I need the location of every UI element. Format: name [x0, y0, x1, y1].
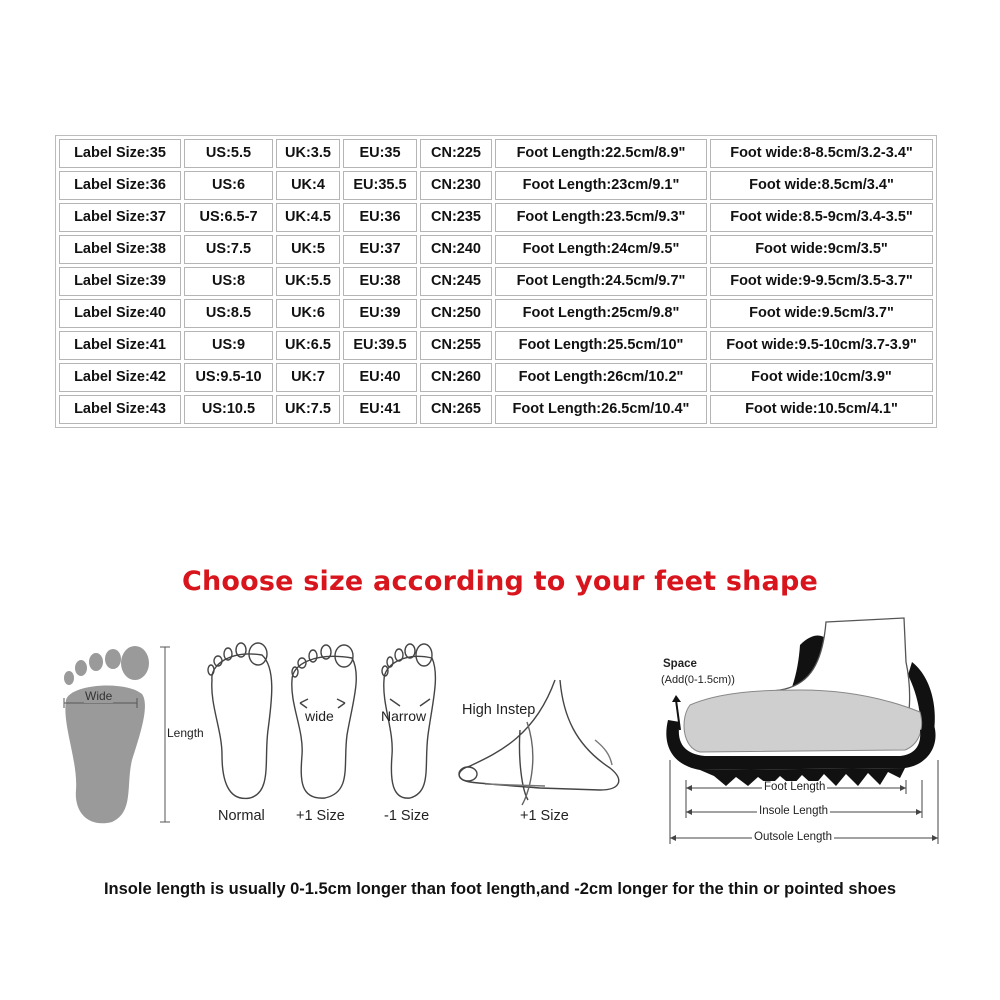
table-cell: UK:6.5 [276, 331, 340, 360]
footnote: Insole length is usually 0-1.5cm longer than foot length,and -2cm longer for the thin or pointed shoes [103, 880, 897, 898]
table-cell: EU:35.5 [343, 171, 417, 200]
table-cell: US:6.5-7 [184, 203, 273, 232]
table-cell: CN:245 [420, 267, 492, 296]
table-cell: US:8 [184, 267, 273, 296]
table-cell: CN:260 [420, 363, 492, 392]
table-cell: Label Size:38 [59, 235, 181, 264]
table-cell: CN:255 [420, 331, 492, 360]
insole-length-label: Insole Length [759, 805, 829, 817]
minus-one-size-label: -1 Size [384, 808, 430, 824]
table-cell: Foot Length:26cm/10.2" [495, 363, 707, 392]
table-cell: EU:41 [343, 395, 417, 424]
table-cell: Label Size:42 [59, 363, 181, 392]
space-add-label: (Add(0-1.5cm)) [661, 674, 735, 686]
table-cell: Foot wide:9.5cm/3.7" [710, 299, 933, 328]
table-cell: CN:265 [420, 395, 492, 424]
plus-one-size-label: +1 Size [296, 808, 345, 824]
table-cell: Foot Length:26.5cm/10.4" [495, 395, 707, 424]
table-cell: Foot wide:8.5cm/3.4" [710, 171, 933, 200]
table-cell: Label Size:41 [59, 331, 181, 360]
shoe-cross-section-diagram [666, 618, 935, 786]
table-cell: Foot wide:8.5-9cm/3.4-3.5" [710, 203, 933, 232]
foot-length-label: Foot Length [764, 781, 826, 793]
table-cell: UK:5 [276, 235, 340, 264]
table-cell: EU:38 [343, 267, 417, 296]
length-label: Length [167, 726, 204, 740]
table-cell: US:9.5-10 [184, 363, 273, 392]
table-cell: UK:3.5 [276, 139, 340, 168]
high-instep-foot-icon [459, 680, 619, 805]
instep-size-label: +1 Size [520, 808, 569, 824]
table-cell: US:10.5 [184, 395, 273, 424]
table-cell: UK:5.5 [276, 267, 340, 296]
table-cell: Foot Length:23.5cm/9.3" [495, 203, 707, 232]
foot-silhouette-icon [64, 646, 149, 823]
table-cell: CN:240 [420, 235, 492, 264]
table-cell: US:6 [184, 171, 273, 200]
headline: Choose size according to your feet shape [181, 566, 819, 597]
table-cell: Label Size:37 [59, 203, 181, 232]
table-cell: Foot wide:8-8.5cm/3.2-3.4" [710, 139, 933, 168]
table-cell: Label Size:39 [59, 267, 181, 296]
space-label: Space [663, 658, 697, 670]
table-cell: Label Size:43 [59, 395, 181, 424]
table-cell: US:7.5 [184, 235, 273, 264]
table-cell: UK:4.5 [276, 203, 340, 232]
table-cell: EU:39.5 [343, 331, 417, 360]
table-cell: Foot wide:10cm/3.9" [710, 363, 933, 392]
wide-foot-label: wide [305, 708, 334, 724]
table-cell: Label Size:40 [59, 299, 181, 328]
table-cell: Foot Length:24cm/9.5" [495, 235, 707, 264]
table-cell: Foot wide:10.5cm/4.1" [710, 395, 933, 424]
table-cell: UK:4 [276, 171, 340, 200]
normal-foot-icon [208, 643, 272, 798]
table-cell: Foot Length:23cm/9.1" [495, 171, 707, 200]
outsole-length-label: Outsole Length [754, 831, 833, 843]
table-cell: US:5.5 [184, 139, 273, 168]
normal-label: Normal [218, 808, 265, 824]
table-cell: EU:35 [343, 139, 417, 168]
table-cell: CN:250 [420, 299, 492, 328]
table-cell: UK:7.5 [276, 395, 340, 424]
table-cell: Foot Length:22.5cm/8.9" [495, 139, 707, 168]
table-cell: UK:7 [276, 363, 340, 392]
table-cell: EU:36 [343, 203, 417, 232]
table-cell: Foot wide:9.5-10cm/3.7-3.9" [710, 331, 933, 360]
table-cell: EU:40 [343, 363, 417, 392]
table-cell: Foot wide:9cm/3.5" [710, 235, 933, 264]
table-cell: Foot Length:25.5cm/10" [495, 331, 707, 360]
table-cell: UK:6 [276, 299, 340, 328]
high-instep-label: High Instep [462, 702, 536, 718]
table-cell: CN:230 [420, 171, 492, 200]
table-cell: CN:235 [420, 203, 492, 232]
wide-label: Wide [85, 689, 113, 703]
table-cell: Foot Length:25cm/9.8" [495, 299, 707, 328]
table-cell: Foot Length:24.5cm/9.7" [495, 267, 707, 296]
table-cell: EU:39 [343, 299, 417, 328]
table-cell: Foot wide:9-9.5cm/3.5-3.7" [710, 267, 933, 296]
table-cell: Label Size:36 [59, 171, 181, 200]
table-cell: US:8.5 [184, 299, 273, 328]
narrow-foot-label: Narrow [381, 708, 427, 724]
table-cell: CN:225 [420, 139, 492, 168]
table-cell: EU:37 [343, 235, 417, 264]
table-cell: US:9 [184, 331, 273, 360]
table-cell: Label Size:35 [59, 139, 181, 168]
